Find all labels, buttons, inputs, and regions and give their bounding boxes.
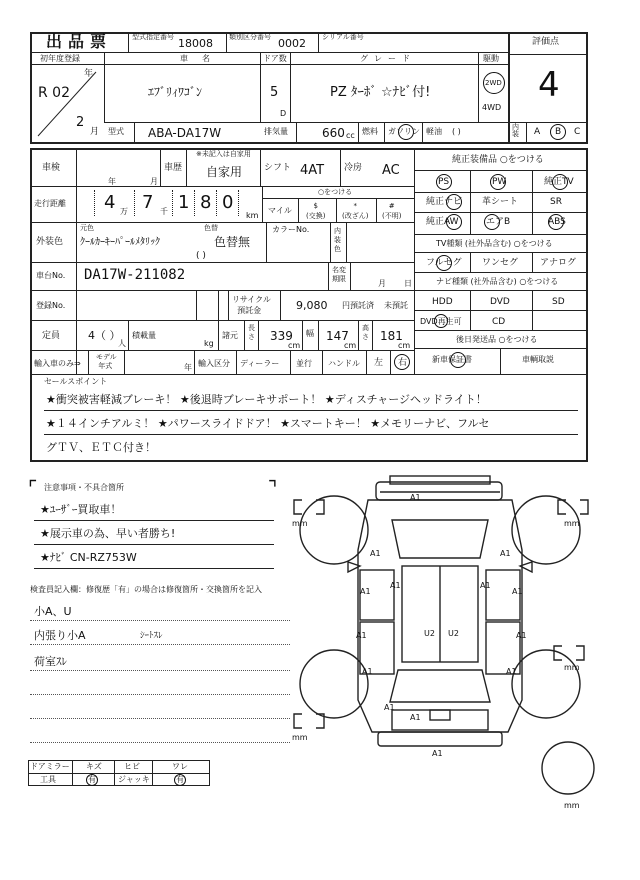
handle-right-circle: [394, 354, 410, 370]
mileage-digit: 1: [178, 192, 190, 213]
height-label: 高さ: [362, 324, 369, 341]
shift: 4AT: [300, 163, 325, 178]
damage-mark: A1: [500, 549, 511, 558]
mileage-digits: [80, 190, 260, 220]
equip-airbag: エアB: [486, 217, 511, 227]
fuel-label: 燃料: [362, 127, 378, 136]
notes-line-2: ★展示車の為、早い者勝ち!: [40, 527, 176, 540]
km-unit: km: [246, 211, 259, 220]
legend-ware: ワレ: [172, 762, 188, 771]
spare-wheel: [542, 742, 594, 794]
recycle-label: リサイクル 預託金: [232, 295, 271, 315]
car-damage-diagram: [280, 470, 600, 810]
navi-title: ナビ種類 (社外品含む) ○をつける: [436, 277, 559, 286]
color-name: ｸｰﾙｶｰｷｰﾊﾟｰﾙﾒﾀﾘｯｸ: [80, 237, 160, 248]
handle-left: 左: [374, 358, 384, 368]
width-cm: cm: [344, 341, 357, 350]
grade-label: グレード: [360, 54, 416, 63]
mileage-digit: 4: [104, 192, 116, 213]
shaken-month-unit: 月: [150, 177, 158, 186]
kata-label: 型式指定番号: [132, 33, 174, 41]
inspector-label: 検査員記入欄：修復歴「有」の場合は修復箇所・交換箇所を記入: [30, 585, 262, 594]
navi-hdd: HDD: [432, 297, 453, 307]
first-reg-month: 2: [76, 115, 85, 130]
inspector-line-1: 小A、U: [34, 605, 72, 618]
chassis: DA17W-211082: [84, 267, 186, 283]
recycle-unit: 円: [342, 301, 350, 310]
drive-2wd: 2WD: [485, 79, 502, 87]
mileage-digit: 8: [200, 192, 212, 213]
tv-full-circle: [436, 255, 452, 271]
model-label: 型式: [108, 127, 124, 136]
notes-label: 注意事項・不具合箇所: [44, 483, 124, 492]
damage-mark: U2: [448, 629, 459, 638]
recycle-none: 未預託: [384, 301, 408, 310]
sales-line-1: ★衝突被害軽減ブレーキ！ ★後退時ブレーキサポート！ ★ディスチャージヘッドライト！: [46, 393, 487, 406]
width: 147: [326, 329, 349, 343]
damage-mark: U2: [424, 629, 435, 638]
car-name: ｴﾌﾞﾘｨﾜｺﾞﾝ: [148, 85, 203, 99]
legend-jack: ジャッキ: [118, 775, 150, 784]
history: 自家用: [206, 165, 243, 179]
interior-b: B: [555, 127, 562, 137]
height: 181: [380, 329, 403, 343]
notes-line-3: ★ﾅﾋﾞ CN-RZ753W: [40, 551, 137, 564]
chassis-label: 車台No.: [36, 271, 66, 280]
fuel-diesel: 軽油: [426, 127, 442, 136]
equip-tv-circle: [552, 174, 568, 190]
legend-jack-have: 有: [176, 775, 184, 784]
notes-bracket-tl: ⌜: [28, 476, 38, 500]
navi-sd: SD: [552, 297, 565, 307]
legend-jack-circle: [174, 774, 186, 786]
damage-mark: A1: [356, 631, 367, 640]
mm-unit: mm: [292, 519, 308, 528]
parallel: 並行: [296, 359, 312, 368]
after-manual: 車輌取説: [522, 355, 554, 364]
legend-tool-have: 有: [88, 775, 96, 784]
interior-a: A: [534, 127, 541, 137]
equip-sr: SR: [550, 197, 562, 207]
ac-label: 冷房: [344, 163, 363, 173]
dealer: ディーラー: [240, 359, 280, 368]
serial-label: シリアル番号: [322, 33, 364, 41]
damage-mark: A1: [512, 587, 523, 596]
history-note: ※未記入は自家用: [196, 150, 251, 158]
recycle: 9,080: [296, 299, 328, 312]
legend-tool-circle: [86, 774, 98, 786]
damage-mark: A1: [410, 713, 421, 722]
equip-tv: 純正TV: [544, 177, 574, 187]
cc-unit: cc: [346, 131, 355, 140]
equip-aw: 純正AW: [426, 217, 459, 227]
fuel-gas-circle: [398, 124, 414, 140]
damage-mark: A1: [410, 493, 421, 502]
mileage-digit: 0: [222, 192, 234, 213]
mileage-digit: 7: [142, 192, 154, 213]
legend-tool: 工具: [40, 775, 56, 784]
width-label: 幅: [306, 329, 314, 338]
sales-line-2: ★１４インチアルミ！ ★パワースライドドア！ ★スマートキー！ ★メモリーナビ、フルセ: [46, 417, 490, 430]
meter-mile: マイル: [268, 206, 292, 215]
sen-unit: 千: [160, 207, 168, 216]
equip-pw-circle: [490, 174, 506, 190]
equip-leather: 革シート: [482, 197, 519, 207]
color-tone: 色替: [204, 224, 218, 232]
shift-label: シフト: [264, 163, 292, 173]
mm-unit: mm: [564, 663, 580, 672]
equip-pw: PW: [492, 177, 507, 187]
equip-abs: ABS: [548, 217, 566, 227]
form-title: 出品票: [46, 32, 113, 51]
color-orig: 元色: [80, 224, 94, 232]
capacity-label: 定員: [42, 331, 61, 341]
import-div-label: 輸入区分: [198, 359, 230, 368]
navi-dvd-play-circle: [434, 314, 448, 328]
damage-mark: A1: [432, 749, 443, 758]
damage-mark: A1: [516, 631, 527, 640]
damage-marks: [356, 493, 527, 758]
doors-sub: D: [280, 109, 287, 118]
equip-ps-circle: [436, 174, 452, 190]
equipment-panel: [414, 148, 588, 374]
legend-kizu: キズ: [86, 762, 102, 771]
ac: AC: [382, 163, 400, 178]
fuel-gas: ガソリン: [388, 127, 420, 136]
mm-unit: mm: [292, 733, 308, 742]
equip-ps: PS: [438, 177, 450, 187]
handle-right: 右: [398, 358, 408, 368]
navi-dvd-play: DVD再生可: [420, 317, 462, 326]
damage-mark: A1: [362, 667, 373, 676]
eval-score: 4: [538, 65, 560, 105]
displacement: 660: [322, 126, 345, 140]
dims-label: 諸元: [222, 331, 238, 340]
length: 339: [270, 329, 293, 343]
mm-unit: mm: [564, 801, 580, 810]
history-label: 車歴: [164, 163, 183, 173]
damage-mark: A1: [480, 581, 491, 590]
sales-label: セールスポイント: [44, 377, 108, 386]
inspector-line-2: 内張り小A: [34, 629, 86, 642]
damage-mark: A1: [370, 549, 381, 558]
kata-value: 18008: [178, 37, 213, 50]
equip-navi: 純正ナビ: [426, 197, 463, 207]
inspector-line-2-extra: ｼｰﾄｽﾚ: [140, 631, 163, 641]
mm-unit: mm: [564, 519, 580, 528]
color-label: 外装色: [36, 237, 64, 247]
navi-cd: CD: [492, 317, 506, 327]
inspector-line-3: 荷室ｽﾚ: [34, 655, 67, 668]
displacement-label: 排気量: [264, 127, 288, 136]
model-year-label: モデル 年式: [96, 353, 117, 370]
len-label: 長さ: [248, 324, 255, 341]
equip-navi-circle: [446, 194, 462, 210]
car-name-label: 車名: [180, 54, 224, 63]
reg-no-label: 登録No.: [36, 301, 66, 310]
model: ABA-DA17W: [148, 126, 222, 140]
shaken-label: 車検: [42, 163, 61, 173]
tv-analog: アナログ: [540, 258, 577, 268]
after-warranty-circle: [450, 352, 466, 368]
color-no-label: カラーNo.: [272, 225, 310, 234]
eval-label: 評価点: [532, 37, 560, 47]
meter-mod: * (改ざん): [342, 202, 369, 220]
navi-dvd: DVD: [490, 297, 510, 307]
import-label: 輸入車のみ⇒: [34, 359, 81, 368]
height-cm: cm: [398, 341, 411, 350]
after-warranty: 新車保証書: [432, 355, 472, 364]
meigai-month: 月: [378, 279, 386, 288]
damage-mark: A1: [384, 703, 395, 712]
meter-unknown: # (不明): [382, 202, 402, 220]
after-title: 後日発送品 ○をつける: [456, 335, 538, 344]
year-only: 年: [184, 363, 192, 372]
meigai-day: 日: [404, 279, 412, 288]
sales-line-3: グＴＶ、ＥＴＣ付き！: [46, 441, 156, 454]
equip-abs-circle: [548, 214, 564, 230]
notes-line-1: ★ﾕｰｻﾞｰ買取車！: [40, 503, 122, 516]
fuel-paren: ( ): [452, 127, 461, 136]
grade: PZ ﾀｰﾎﾞ ☆ﾅﾋﾞ付!: [330, 85, 431, 100]
equip-title: 純正装備品 ○をつける: [452, 155, 544, 165]
interior-color-label: 内装色: [334, 227, 341, 253]
drive-label: 駆動: [483, 54, 499, 63]
tv-one: ワンセグ: [482, 258, 519, 268]
handle-label: ハンドル: [328, 359, 360, 368]
month-unit: 月: [90, 127, 100, 137]
damage-mark: A1: [506, 667, 517, 676]
load-label: 積載量: [132, 331, 156, 340]
color-change: 色替無: [214, 235, 251, 249]
tv-title: TV種類 (社外品含む) ○をつける: [436, 239, 553, 248]
first-reg-era: R 02: [38, 85, 70, 101]
ruibetsu-value: 0002: [278, 37, 306, 50]
damage-mark: A1: [390, 581, 401, 590]
notes-bracket-tr: ⌝: [268, 476, 278, 500]
damage-mark: A1: [360, 587, 371, 596]
recycle-done: 預託済: [350, 301, 374, 310]
kg-unit: kg: [204, 339, 214, 348]
first-reg-label: 初年度登録: [40, 54, 80, 63]
color-paren: ( ): [196, 251, 206, 261]
ruibetsu-label: 類別区分番号: [229, 33, 271, 41]
doors-label: ドア数: [263, 54, 287, 63]
length-cm: cm: [288, 341, 301, 350]
equip-aw-circle: [446, 214, 462, 230]
meter-swap: $ (交換): [306, 202, 326, 220]
capacity: 4（ ）: [88, 329, 121, 342]
shaken-year-unit: 年: [108, 177, 116, 186]
interior-b-circle: [550, 124, 566, 140]
drive-4wd: 4WD: [482, 103, 502, 112]
man-unit: 万: [120, 207, 128, 216]
mileage-label: 走行距離: [34, 199, 66, 208]
legend-mirror: ドアミラー: [30, 762, 70, 771]
equip-airbag-circle: [484, 214, 500, 230]
meigai-label: 名変 期限: [332, 266, 346, 283]
doors: 5: [270, 85, 279, 100]
capacity-unit: 人: [118, 339, 126, 348]
interior-c: C: [574, 127, 581, 137]
year-unit: 年: [84, 69, 94, 79]
legend-hibi: ヒビ: [124, 762, 140, 771]
tv-full: フルセグ: [426, 258, 462, 268]
meter-note: ○をつける: [318, 188, 353, 196]
interior-label: 内装: [512, 123, 519, 138]
